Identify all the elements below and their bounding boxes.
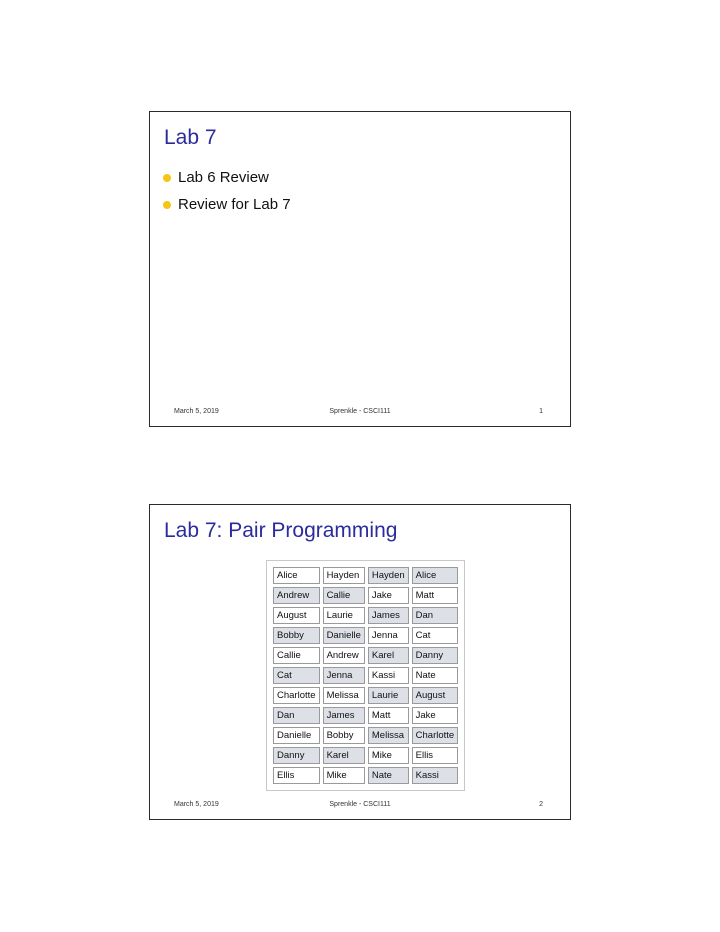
slide-number: 2 [539, 801, 543, 808]
table-cell: Danielle [323, 627, 365, 644]
table-cell: James [368, 607, 409, 624]
bullet-list [162, 168, 291, 222]
table-cell: Hayden [323, 567, 365, 584]
footer-date: March 5, 2019 [174, 801, 219, 808]
table-cell: Cat [273, 667, 320, 684]
table-cell: Callie [273, 647, 320, 664]
table-row [273, 627, 458, 644]
slide-title: Lab 7 [164, 126, 217, 149]
table-cell: Danny [412, 647, 459, 664]
table-cell: Danielle [273, 727, 320, 744]
bullet-text: Lab 6 Review [178, 169, 269, 186]
slide-title: Lab 7: Pair Programming [164, 519, 398, 542]
table-row [273, 707, 458, 724]
table-cell: Melissa [323, 687, 365, 704]
table-row [273, 767, 458, 784]
table-cell: Karel [323, 747, 365, 764]
bullet-icon [163, 201, 171, 209]
slide-footer [150, 408, 570, 420]
table-cell: Laurie [323, 607, 365, 624]
table-cell: Charlotte [412, 727, 459, 744]
table-cell: Kassi [412, 767, 459, 784]
table-cell: Kassi [368, 667, 409, 684]
table-cell: August [273, 607, 320, 624]
table-cell: Hayden [368, 567, 409, 584]
table-row [273, 607, 458, 624]
table-row [273, 747, 458, 764]
table-cell: James [323, 707, 365, 724]
slide-number: 1 [539, 408, 543, 415]
table-cell: Alice [412, 567, 459, 584]
table-row [273, 667, 458, 684]
slide-1 [149, 111, 571, 427]
table-cell: Matt [412, 587, 459, 604]
table-row [273, 727, 458, 744]
table-cell: Ellis [273, 767, 320, 784]
table-cell: Alice [273, 567, 320, 584]
pairs-table [270, 564, 461, 787]
table-cell: Dan [273, 707, 320, 724]
table-cell: Matt [368, 707, 409, 724]
table-cell: Dan [412, 607, 459, 624]
table-cell: Jenna [368, 627, 409, 644]
table-cell: Charlotte [273, 687, 320, 704]
footer-author: Sprenkle - CSCI111 [329, 801, 391, 808]
footer-date: March 5, 2019 [174, 408, 219, 415]
bullet-item [162, 195, 291, 222]
bullet-icon [163, 174, 171, 182]
table-row [273, 647, 458, 664]
table-row [273, 567, 458, 584]
table-row [273, 687, 458, 704]
table-cell: Mike [323, 767, 365, 784]
table-cell: Karel [368, 647, 409, 664]
table-cell: Jenna [323, 667, 365, 684]
pairs-table-container [266, 560, 465, 791]
table-cell: Jake [412, 707, 459, 724]
table-cell: Cat [412, 627, 459, 644]
table-cell: August [412, 687, 459, 704]
table-cell: Callie [323, 587, 365, 604]
table-cell: Danny [273, 747, 320, 764]
footer-author: Sprenkle - CSCI111 [329, 408, 391, 415]
table-cell: Bobby [323, 727, 365, 744]
table-cell: Melissa [368, 727, 409, 744]
table-cell: Ellis [412, 747, 459, 764]
table-cell: Bobby [273, 627, 320, 644]
slide-footer [150, 801, 570, 813]
table-cell: Nate [368, 767, 409, 784]
bullet-item [162, 168, 291, 195]
bullet-text: Review for Lab 7 [178, 196, 291, 213]
table-cell: Laurie [368, 687, 409, 704]
table-cell: Mike [368, 747, 409, 764]
table-cell: Andrew [323, 647, 365, 664]
table-cell: Nate [412, 667, 459, 684]
table-cell: Andrew [273, 587, 320, 604]
slide-2 [149, 504, 571, 820]
table-row [273, 587, 458, 604]
table-cell: Jake [368, 587, 409, 604]
